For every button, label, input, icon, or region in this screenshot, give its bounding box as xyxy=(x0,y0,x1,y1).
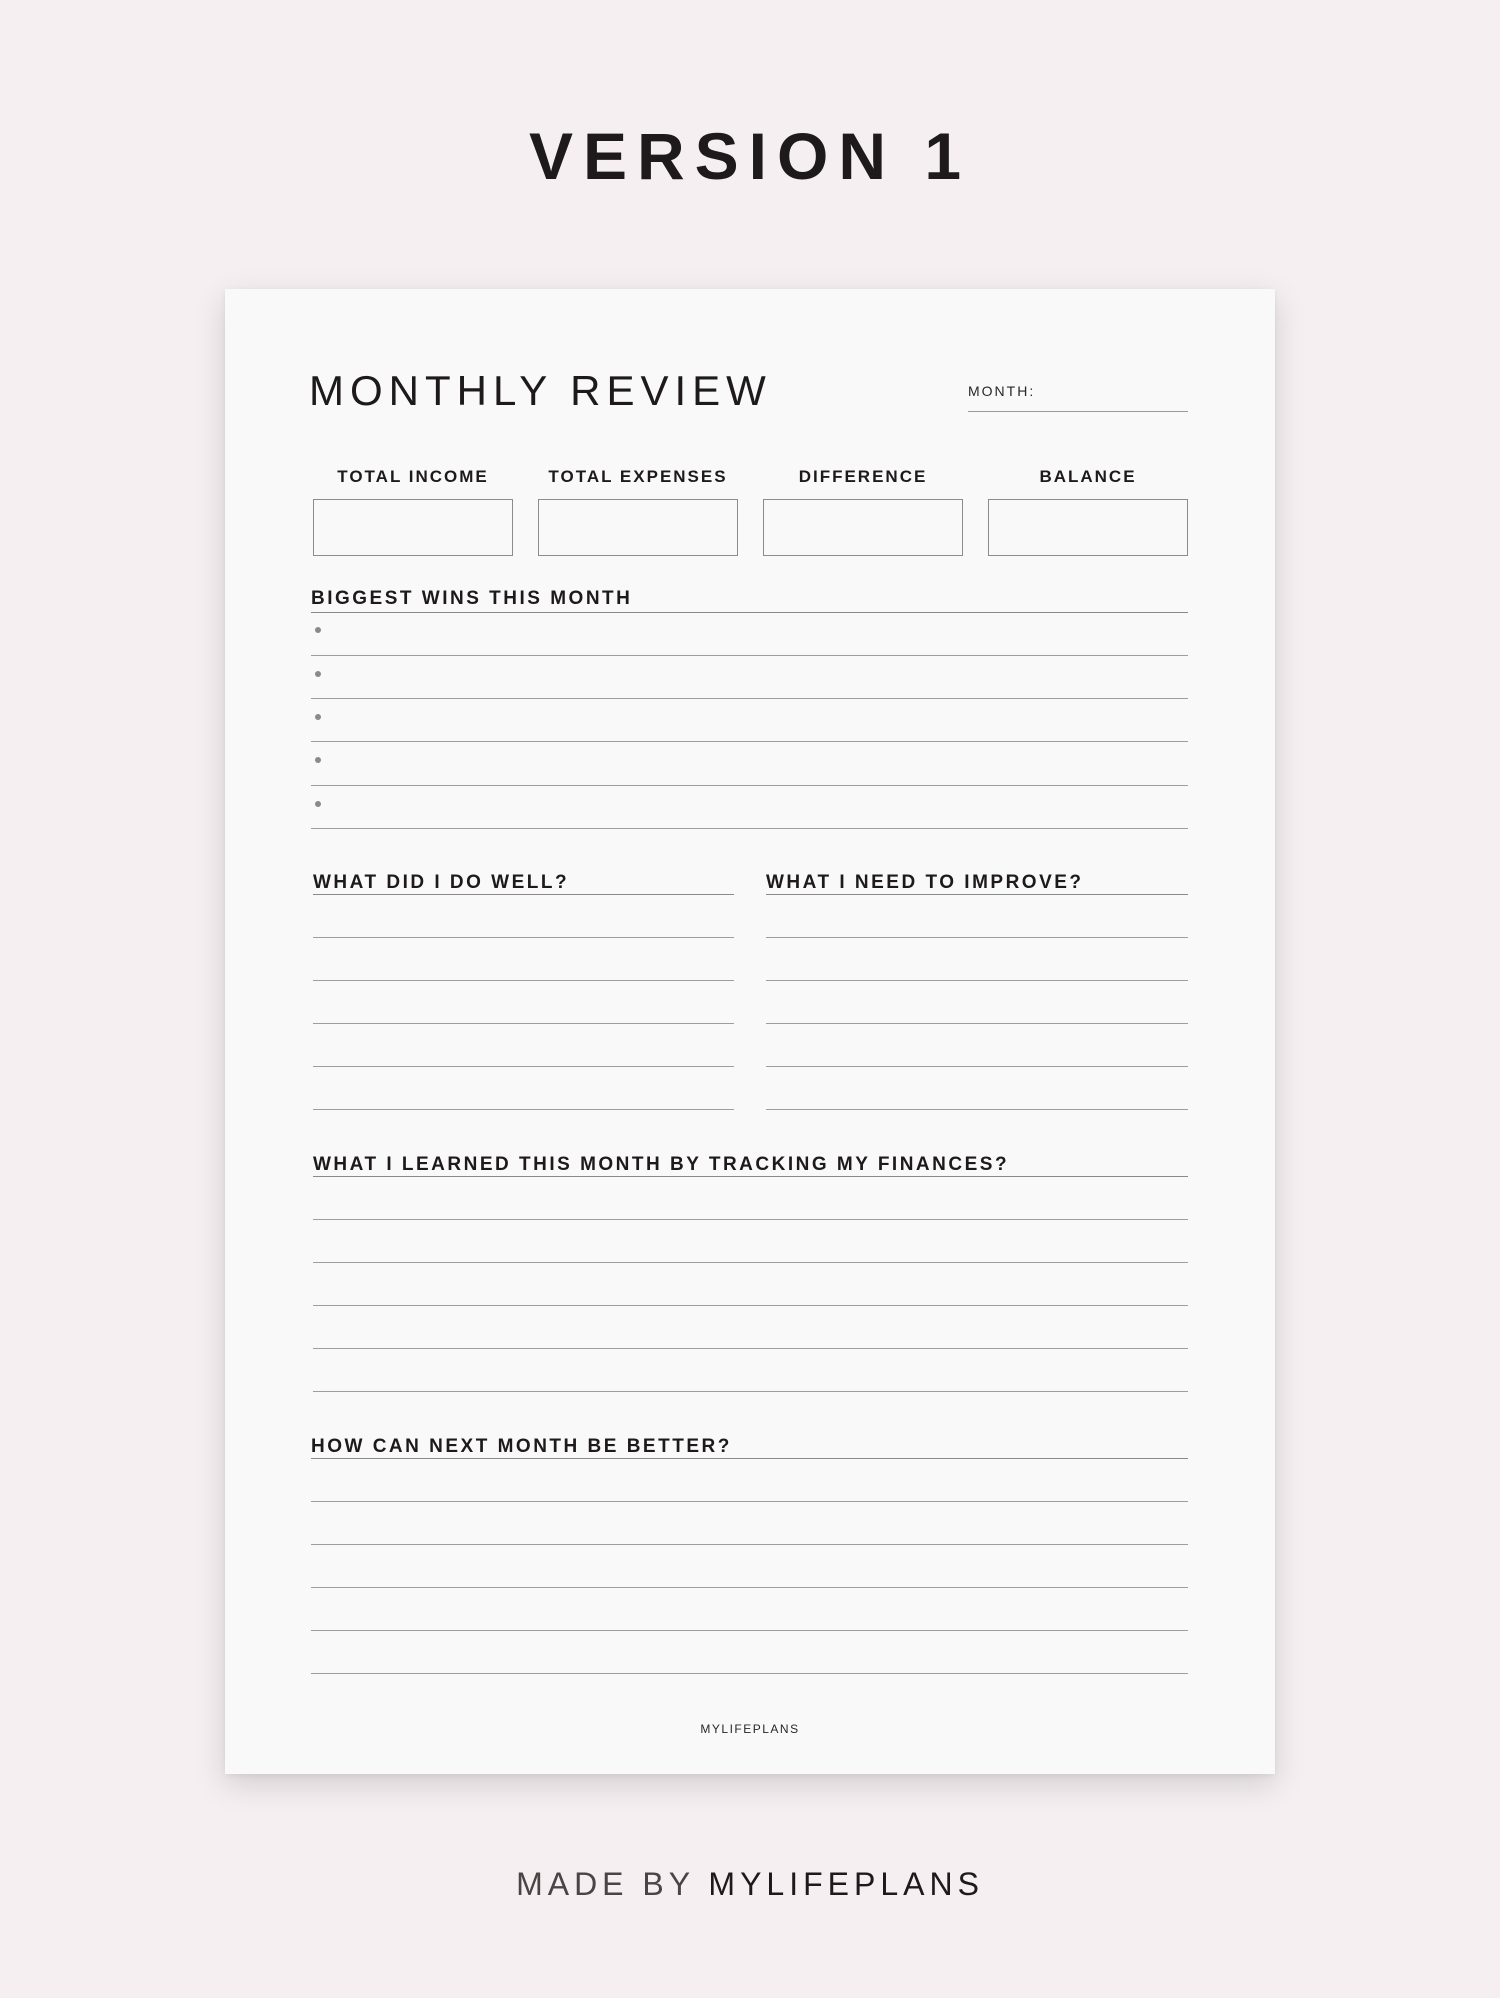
summary-row xyxy=(313,467,1188,547)
improve-line[interactable] xyxy=(766,1023,1188,1024)
wins-heading-rule xyxy=(311,612,1188,613)
next-month-heading-rule xyxy=(311,1458,1188,1459)
learned-line[interactable] xyxy=(313,1305,1188,1306)
total-income-box[interactable] xyxy=(313,499,513,556)
improve-heading-rule xyxy=(766,894,1188,895)
summary-label: DIFFERENCE xyxy=(798,467,928,486)
bullet-icon xyxy=(315,671,321,677)
did-well-heading-rule xyxy=(313,894,734,895)
next-month-line[interactable] xyxy=(311,1587,1188,1588)
next-month-line[interactable] xyxy=(311,1501,1188,1502)
next-month-line[interactable] xyxy=(311,1544,1188,1545)
learned-line[interactable] xyxy=(313,1348,1188,1349)
did-well-line[interactable] xyxy=(313,1023,734,1024)
wins-section xyxy=(311,587,1188,832)
next-month-section xyxy=(311,1435,1188,1680)
planner-sheet xyxy=(225,289,1275,1774)
summary-label: TOTAL INCOME xyxy=(337,467,489,486)
summary-total-income xyxy=(313,467,513,487)
made-by-brand: MYLIFEPLANS xyxy=(708,1866,984,1902)
learned-section xyxy=(313,1153,1188,1398)
version-title: VERSION 1 xyxy=(528,119,972,193)
summary-label: BALANCE xyxy=(1039,467,1137,486)
learned-heading: WHAT I LEARNED THIS MONTH BY TRACKING MY FINANCES? xyxy=(313,1154,1010,1175)
next-month-heading: HOW CAN NEXT MONTH BE BETTER? xyxy=(311,1436,732,1457)
improve-heading: WHAT I NEED TO IMPROVE? xyxy=(766,872,1084,893)
bullet-icon xyxy=(315,757,321,763)
improve-line[interactable] xyxy=(766,1066,1188,1067)
learned-line[interactable] xyxy=(313,1219,1188,1220)
did-well-section xyxy=(313,871,734,1116)
wins-line[interactable] xyxy=(311,828,1188,829)
summary-difference xyxy=(763,467,963,487)
next-month-line[interactable] xyxy=(311,1673,1188,1674)
did-well-line[interactable] xyxy=(313,937,734,938)
summary-total-expenses xyxy=(538,467,738,487)
month-label: MONTH: xyxy=(968,383,1036,399)
balance-box[interactable] xyxy=(988,499,1188,556)
did-well-line[interactable] xyxy=(313,1066,734,1067)
wins-line[interactable] xyxy=(311,655,1188,656)
improve-line[interactable] xyxy=(766,937,1188,938)
bullet-icon xyxy=(315,714,321,720)
bullet-icon xyxy=(315,627,321,633)
wins-line[interactable] xyxy=(311,741,1188,742)
did-well-heading: WHAT DID I DO WELL? xyxy=(313,872,570,893)
next-month-line[interactable] xyxy=(311,1630,1188,1631)
wins-heading: BIGGEST WINS THIS MONTH xyxy=(311,588,633,609)
sheet-title: MONTHLY REVIEW xyxy=(309,367,772,414)
difference-box[interactable] xyxy=(763,499,963,556)
made-by-label: MADE BY xyxy=(516,1866,695,1902)
learned-line[interactable] xyxy=(313,1391,1188,1392)
learned-line[interactable] xyxy=(313,1262,1188,1263)
did-well-line[interactable] xyxy=(313,1109,734,1110)
summary-label: TOTAL EXPENSES xyxy=(548,467,728,486)
sheet-footer-brand: MYLIFEPLANS xyxy=(700,1722,800,1736)
improve-section xyxy=(766,871,1188,1116)
bullet-icon xyxy=(315,801,321,807)
month-field[interactable] xyxy=(968,383,1188,412)
improve-line[interactable] xyxy=(766,980,1188,981)
wins-line[interactable] xyxy=(311,698,1188,699)
improve-line[interactable] xyxy=(766,1109,1188,1110)
did-well-line[interactable] xyxy=(313,980,734,981)
wins-line[interactable] xyxy=(311,785,1188,786)
made-by-credit xyxy=(0,1866,1500,1903)
total-expenses-box[interactable] xyxy=(538,499,738,556)
summary-balance xyxy=(988,467,1188,487)
learned-heading-rule xyxy=(313,1176,1188,1177)
